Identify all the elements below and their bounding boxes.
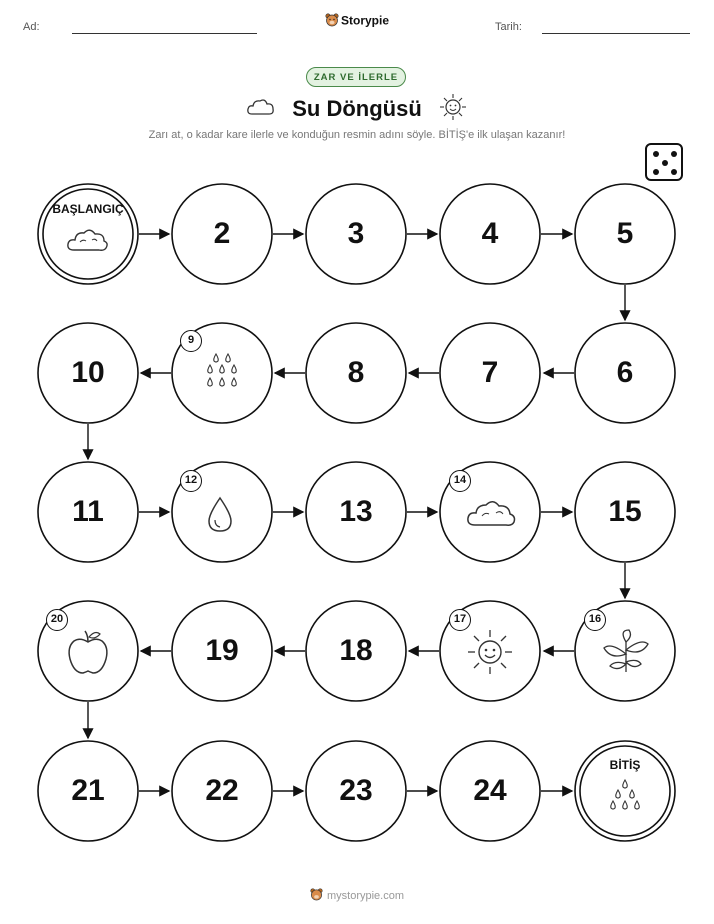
cell-number: 19 [205, 634, 239, 667]
footer-url[interactable]: mystorypie.com [326, 889, 405, 902]
cell-number-badge: 20 [46, 609, 68, 631]
cell-number: 23 [339, 774, 373, 807]
rain-drops-icon [204, 352, 240, 403]
cloud-icon [466, 497, 518, 534]
sun-icon [466, 628, 514, 681]
cell-number-badge: 12 [180, 470, 202, 492]
cell-number: 10 [71, 356, 105, 389]
cell-number: 7 [481, 356, 499, 389]
cell-number: 8 [347, 356, 365, 389]
apple-icon [66, 628, 110, 681]
rain-drops-icon [609, 778, 641, 825]
cell-number-badge: 14 [449, 470, 471, 492]
cell-number-badge: 17 [449, 609, 471, 631]
cell-number: 18 [339, 634, 373, 667]
cell-number: 3 [347, 217, 365, 250]
cell-number: 2 [213, 217, 231, 250]
activity-badge: ZAR VE İLERLE [306, 67, 406, 87]
cell-number: 11 [72, 495, 104, 528]
bear-icon [310, 888, 323, 904]
cell-number: 15 [608, 495, 642, 528]
cell-number-badge: 16 [584, 609, 606, 631]
finish-label: BİTİŞ [609, 758, 641, 772]
logo-text: Storypie [340, 13, 389, 28]
cell-number: 21 [71, 774, 105, 807]
plant-icon [601, 628, 651, 679]
cell-number: 24 [473, 774, 507, 807]
date-label: Tarih: [495, 21, 522, 33]
cell-number: 4 [481, 217, 499, 250]
footer [0, 888, 714, 904]
instructions-text: Zarı at, o kadar kare ilerle ve konduğun resmin adını söyle. BİTİŞ'e ilk ulaşan kazanır! [148, 129, 566, 141]
water-drop-icon [206, 496, 234, 539]
name-label: Ad: [23, 21, 40, 33]
cloud-icon [66, 226, 110, 259]
cell-number: 22 [205, 774, 239, 807]
cell-number: 6 [616, 356, 634, 389]
start-label: BAŞLANGIÇ [52, 202, 124, 216]
cell-number: 13 [339, 495, 373, 528]
cell-number: 5 [616, 217, 634, 250]
title-text: Su Döngüsü [292, 95, 422, 121]
cell-number-badge: 9 [180, 330, 202, 352]
